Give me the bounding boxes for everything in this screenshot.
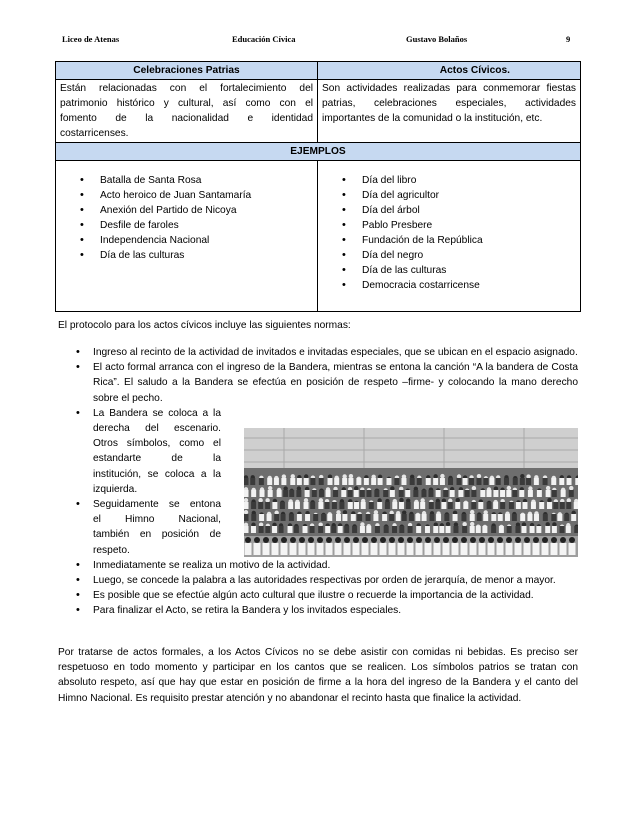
header-author: Gustavo Bolaños xyxy=(406,34,468,44)
col2-desc-line: patrias, celebraciones especiales, actividades xyxy=(322,98,576,109)
list-item: • El acto formal arranca con el ingreso de la Bandera, mientras se entona la canción “A la bandera de Costa Rica”. El saludo a la Bandera se efectúa en posición de respeto –firme- y colocando la mano derecho sobre el pecho. xyxy=(58,360,578,406)
item4-line: respeto. xyxy=(93,544,130,556)
list-item: • Es posible que se efectúe algún acto cultural que ilustre o recuerde la importancia de la actividad. xyxy=(58,588,578,603)
col1-desc-line: costarricenses. xyxy=(60,128,129,139)
item4-line: • Seguidamente se entona xyxy=(93,499,221,511)
list-item: • Fundación de la República xyxy=(322,233,576,248)
protocol-intro: El protocolo para los actos cívicos incluye las siguientes normas: xyxy=(58,320,351,331)
list-item: • Inmediatamente se realiza un motivo de la actividad. xyxy=(58,558,578,573)
col1-desc-line: patrimonio histórico y cultural, así como con el xyxy=(60,98,313,109)
item3-line: derecha del escenario. xyxy=(93,423,221,435)
list-item: • Día del agricultor xyxy=(322,188,576,203)
col2-desc-line: Son actividades realizadas para conmemorar fiestas xyxy=(322,83,576,94)
item4-line: el Himno Nacional, xyxy=(93,514,221,526)
list-item: • Luego, se concede la palabra a las autoridades respectivas por orden de jerarquía, de menor a mayor. xyxy=(58,573,578,588)
list-item: • Día de las culturas xyxy=(322,263,576,278)
item3-text xyxy=(93,406,221,497)
closing-text: Por tratarse de actos formales, a los Actos Cívicos no se debe asistir con comidas ni bebidas. Es preciso ser respetuoso en todo momento y participar en los cantos que se realicen. Los símbolos patrios se tratan con absoluto respeto, así que hay que estar en posición de firme a la hora del ingreso de la Bandera y el canto del Himno Nacional. Es requisito prestar atención y no abandonar el recinto hasta que finalice la actividad. xyxy=(58,647,578,704)
item3-line: Otros símbolos, como el xyxy=(93,438,221,450)
ceremony-photo xyxy=(244,428,578,557)
list-item: • Independencia Nacional xyxy=(60,233,313,248)
col1-desc-line: Están relacionadas con el fortalecimiento del xyxy=(60,83,313,94)
list-item: • Batalla de Santa Rosa xyxy=(60,173,313,188)
examples-title: EJEMPLOS xyxy=(56,143,581,161)
item3-line: estandarte de la xyxy=(93,453,221,465)
civicos-examples-list xyxy=(322,173,576,293)
list-item: • Acto heroico de Juan Santamaría xyxy=(60,188,313,203)
header-school: Liceo de Atenas xyxy=(62,34,120,44)
list-item: • Anexión del Partido de Nicoya xyxy=(60,203,313,218)
list-item: • Día del libro xyxy=(322,173,576,188)
item4-line: también en posición de xyxy=(93,529,221,541)
celebrations-table xyxy=(55,61,581,312)
item3-line: institución, se coloca a la xyxy=(93,468,221,480)
list-item: • Para finalizar el Acto, se retira la Bandera y los invitados especiales. xyxy=(58,603,578,618)
col2-description xyxy=(318,80,581,143)
page-header xyxy=(56,34,580,48)
header-subject: Educación Cívica xyxy=(232,34,296,44)
col2-desc-line: importantes de la comunidad o la institución, etc. xyxy=(322,113,543,124)
list-item: • Ingreso al recinto de la actividad de invitados e invitadas especiales, que se ubican en el espacio asignado. xyxy=(58,345,578,360)
list-item: • Día del negro xyxy=(322,248,576,263)
list-item: • Democracia costarricense xyxy=(322,278,576,293)
civicos-examples-cell xyxy=(318,161,581,312)
patrias-examples-list xyxy=(60,173,313,263)
list-item: • Día de las culturas xyxy=(60,248,313,263)
closing-paragraph xyxy=(58,645,578,706)
ceremony-photo-illustration xyxy=(244,428,578,557)
item3-line: • La Bandera se coloca a la xyxy=(93,407,221,419)
col1-desc-line: fomento de la nacionalidad e identidad xyxy=(60,113,313,124)
list-item: • Desfile de faroles xyxy=(60,218,313,233)
list-item: • Día del árbol xyxy=(322,203,576,218)
col2-title: Actos Cívicos. xyxy=(318,62,581,80)
item4-text xyxy=(93,497,221,558)
list-item: • Pablo Presbere xyxy=(322,218,576,233)
header-page-number: 9 xyxy=(566,34,571,44)
col1-title: Celebraciones Patrias xyxy=(56,62,318,80)
patrias-examples-cell xyxy=(56,161,318,312)
col1-description xyxy=(56,80,318,143)
item3-line: izquierda. xyxy=(93,483,138,495)
